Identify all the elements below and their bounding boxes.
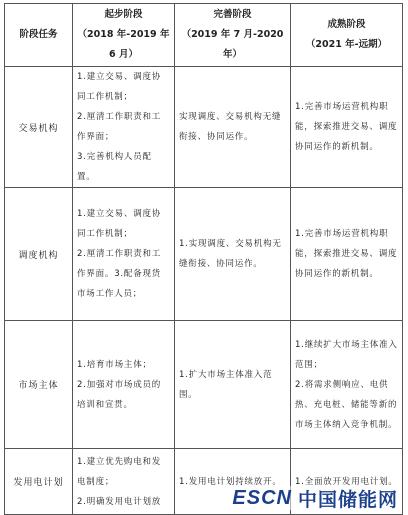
header-mature-stage	[291, 4, 403, 67]
mature-stage-cell	[291, 188, 403, 321]
header-task-label: 阶段任务	[19, 29, 58, 40]
cell-line: 1.建立交易、调度协同工作机制；	[77, 72, 162, 102]
start-stage-cell	[73, 67, 175, 188]
improve-stage-cell	[175, 67, 291, 188]
cell-line: 1.实现调度、交易机构无缝衔接、协同运作。	[179, 239, 282, 269]
stage-task-table	[4, 3, 403, 515]
cell-line: 2.加强对市场成员的培训和宣贯。	[77, 379, 162, 410]
improve-stage-cell	[175, 321, 291, 449]
cell-line: 2.厘清工作职责和工作界面；	[77, 112, 162, 142]
cell-line: 3.完善机构人员配置。	[77, 152, 152, 182]
header-mature-period: （2021 年-远期）	[305, 39, 388, 50]
table-row	[5, 188, 403, 321]
cell-line: 1.继续扩大市场主体准入范围；	[295, 339, 398, 370]
table-header-row	[5, 4, 403, 67]
cell-line: 1.完善市场运营机构职能，探索推进交易、调度协同运作的新机制。	[295, 102, 398, 152]
cell-line: 1.全面放开发用电计划。	[295, 476, 398, 487]
cell-line: 2.明确发用电计划放	[77, 496, 162, 507]
cell-line: 1.扩大市场主体准入范围。	[179, 369, 273, 400]
header-task	[5, 4, 73, 67]
header-improve-stage	[175, 4, 291, 67]
header-start-stage	[73, 4, 175, 67]
table-row	[5, 321, 403, 449]
start-stage-cell	[73, 188, 175, 321]
row-task: 发用电计划	[5, 449, 73, 515]
escn-watermark-logo	[228, 486, 402, 510]
start-stage-cell	[73, 449, 175, 515]
mature-stage-cell	[291, 67, 403, 188]
mature-stage-cell	[291, 321, 403, 449]
start-stage-cell	[73, 321, 175, 449]
cell-line: 1.完善市场运营机构职能，探索推进交易、调度协同运作的新机制。	[295, 229, 398, 279]
header-start-period: （2018 年-2019 年 6 月）	[77, 29, 170, 60]
cell-line: 实现调度、交易机构无缝衔接、协同运作。	[179, 112, 282, 142]
cell-line: 1.建立优先购电和发电制度；	[77, 456, 162, 487]
watermark-en: ESCN	[232, 486, 292, 509]
watermark-cn: 中国储能网	[297, 488, 398, 511]
row-task: 调度机构	[5, 188, 73, 321]
header-mature-title: 成熟阶段	[327, 19, 366, 30]
cell-line: 2.将需求侧响应、电供热、充电桩、储能等新的市场主体纳入竞争机制。	[295, 379, 398, 430]
cell-line: 1.建立交易、调度协同工作机制；	[77, 209, 162, 239]
cell-line: 2.厘清工作职责和工作界面。3.配备现货市场工作人员；	[77, 249, 162, 299]
row-task: 交易机构	[5, 67, 73, 188]
header-improve-title: 完善阶段	[213, 9, 252, 20]
cell-line: 1.发用电计划持续放开。	[179, 476, 282, 487]
cell-line: 1.培育市场主体；	[77, 359, 152, 370]
table-row	[5, 67, 403, 188]
header-start-title: 起步阶段	[104, 9, 143, 20]
header-improve-period: （2019 年 7 月-2020 年）	[181, 29, 284, 60]
row-task: 市场主体	[5, 321, 73, 449]
improve-stage-cell	[175, 188, 291, 321]
